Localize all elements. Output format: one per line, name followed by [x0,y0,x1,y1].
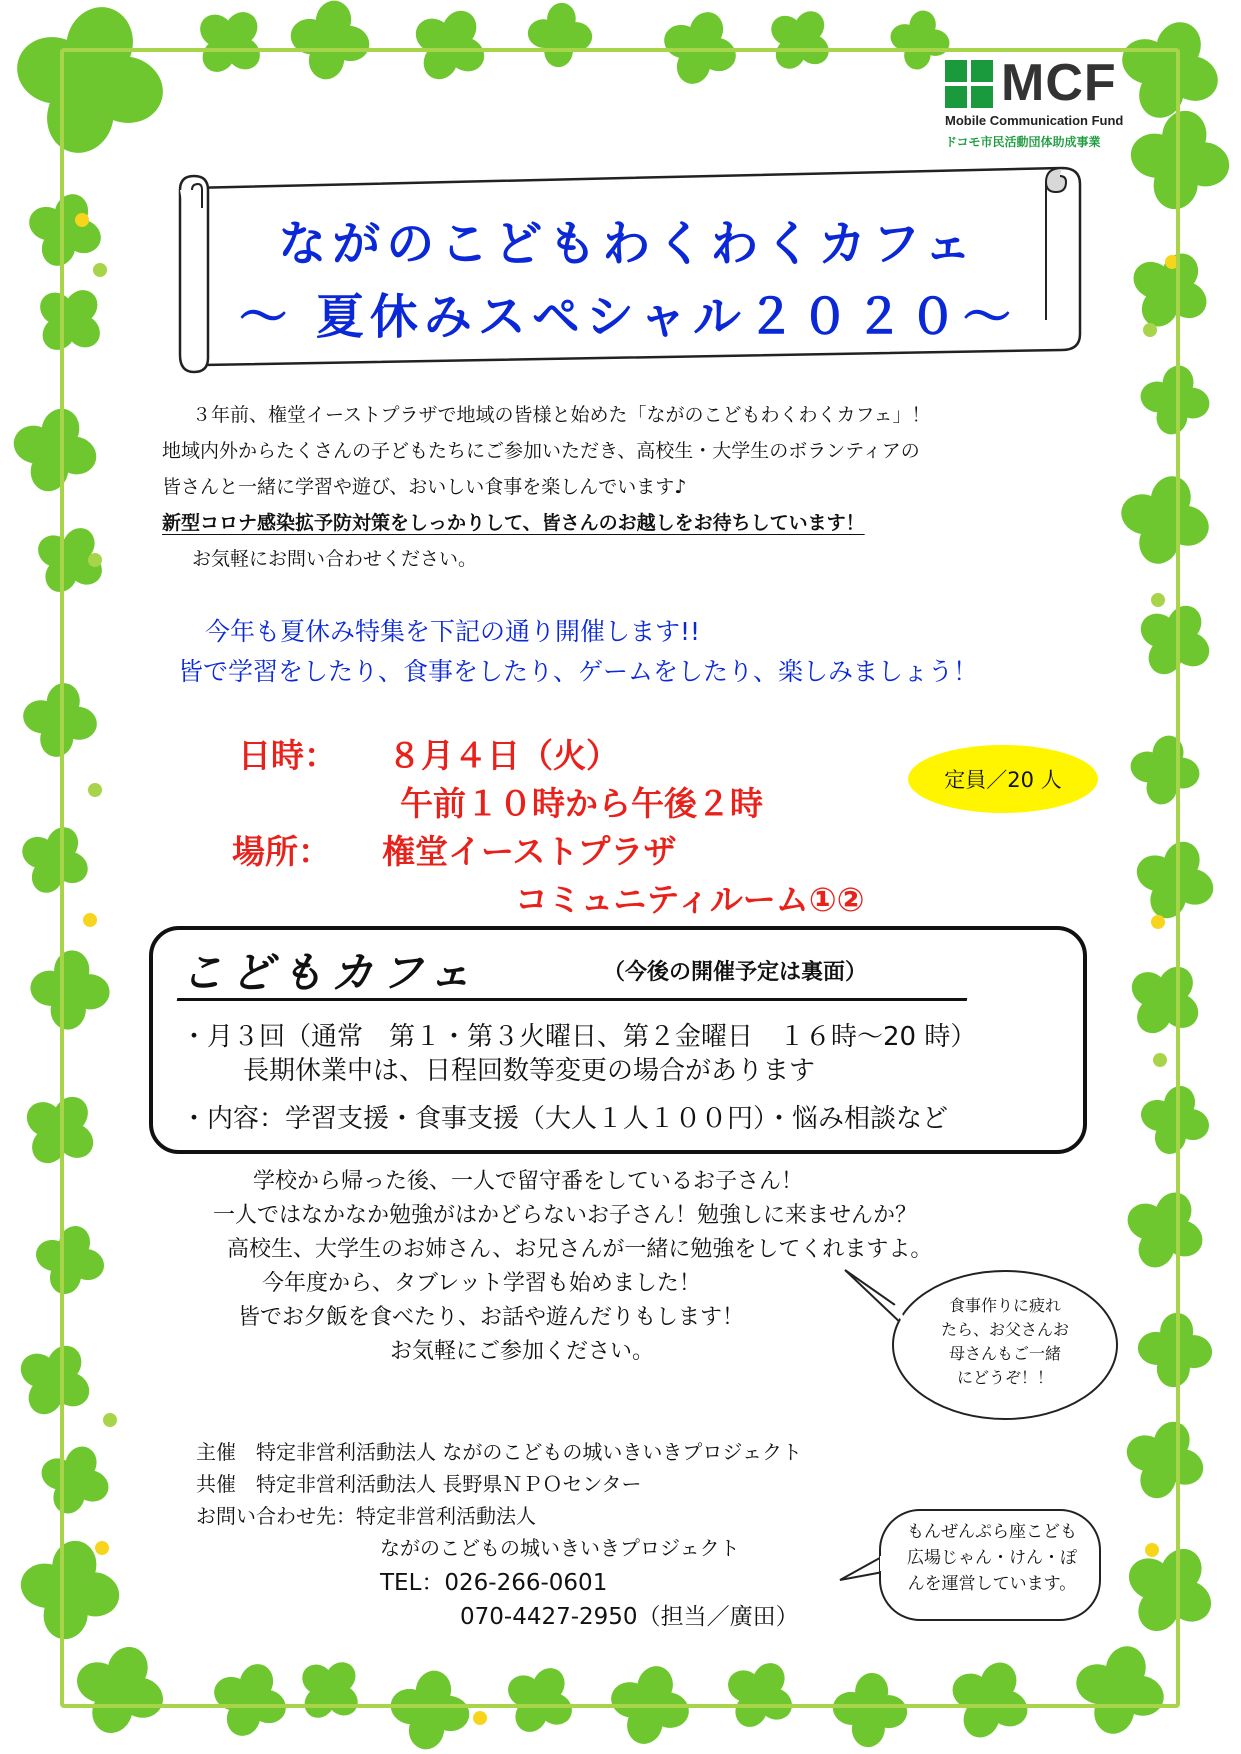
message-line-6: お気軽にご参加ください。 [390,1339,655,1364]
intro-line-5: お気軽にお問い合わせください。 [192,548,478,570]
intro-line-4: 新型コロナ感染拡予防対策をしっかりして、皆さんのお越しをお待ちしています！ [162,512,865,534]
logo-tagline: ドコモ市民活動団体助成事業 [945,135,1101,149]
title-scroll-banner [162,150,1094,380]
message-line-2: 一人ではなかなか勉強がはかどらないお子さん！勉強しに来ませんか？ [213,1203,918,1228]
message-line-5: 皆でお夕飯を食べたり、お話や遊んだりもします！ [238,1305,745,1330]
mcf-logo-mark-icon [945,60,993,108]
title-line-1: ながのこどもわくわくカフェ [278,216,978,272]
co-organizer: 共催 特定非営利活動法人 長野県ＮＰＯセンター [196,1472,642,1496]
bubble-2-line-2: 広場じゃん・けん・ぽ [907,1548,1077,1568]
bubble-2-line-1: もんぜんぷら座こども [907,1522,1077,1542]
kodomo-cafe-box [149,926,1087,1154]
intro-line-1: ３年前、権堂イーストプラザで地域の皆様と始めた「ながのこどもわくわくカフェ」！ [192,404,931,426]
intro-line-2: 地域内外からたくさんの子どもたちにご参加いただき、高校生・大学生のボランティアの [162,440,920,462]
decor-dot [473,1711,487,1725]
cafe-schedule-note: 長期休業中は、日程回数等変更の場合があります [243,1056,816,1086]
cafe-note: （今後の開催予定は裏面） [603,960,868,985]
bubble-1-line-2: たら、お父さんお [940,1320,1069,1339]
event-place-1: 権堂イーストプラザ [382,832,677,871]
bubble-2-line-3: んを運営しています。 [907,1574,1077,1594]
logo-subtitle: Mobile Communication Fund [945,113,1124,128]
capacity-text: 定員／20 人 [944,768,1062,792]
contact-label: お問い合わせ先：特定非営利活動法人 [196,1504,536,1528]
contact-org: ながのこどもの城いきいきプロジェクト [380,1536,740,1560]
cafe-title: こどもカフェ [181,948,479,997]
cafe-content: ・内容：学習支援・食事支援（大人１人１００円）・悩み相談など [181,1104,949,1134]
event-time: 午前１０時から午後２時 [400,784,763,823]
event-date: ８月４日（火） [388,736,619,775]
bubble-1-line-4: にどうぞ！！ [956,1368,1053,1387]
title-line-2: ～ 夏休みスペシャル２０２０～ [239,289,1017,345]
bubble-1-line-3: 母さんもご一緒 [948,1344,1061,1363]
organizer: 主催 特定非営利活動法人 ながのこどもの城いきいきプロジェクト [196,1440,802,1464]
message-line-3: 高校生、大学生のお姉さん、お兄さんが一緒に勉強をしてくれますよ。 [227,1237,933,1262]
bubble-1-line-1: 食事作りに疲れ [948,1296,1061,1315]
event-place-2: コミュニティルーム①② [515,880,865,919]
cafe-schedule: ・月３回（通常 第１・第３火曜日、第２金曜日 １６時～20 時） [181,1022,977,1052]
contact-tel-2: 070-4427-2950（担当／廣田） [460,1604,799,1630]
message-line-4: 今年度から、タブレット学習も始めました！ [262,1271,701,1296]
logo-name: MCF [1001,54,1117,112]
date-label: 日時： [238,736,337,775]
intro-line-3: 皆さんと一緒に学習や遊び、おいしい食事を楽しんでいます♪ [162,476,687,498]
announcement-line-1: 今年も夏休み特集を下記の通り開催します!! [205,617,701,646]
mcf-logo [945,55,1145,155]
place-label: 場所： [232,832,331,871]
message-line-1: 学校から帰った後、一人で留守番をしているお子さん！ [253,1169,804,1194]
announcement-line-2: 皆で学習をしたり、食事をしたり、ゲームをしたり、楽しみましょう！ [178,657,979,686]
capacity-badge [908,745,1098,813]
contact-tel: TEL：026-266-0601 [380,1570,608,1596]
cafe-title-underline [177,998,968,1001]
